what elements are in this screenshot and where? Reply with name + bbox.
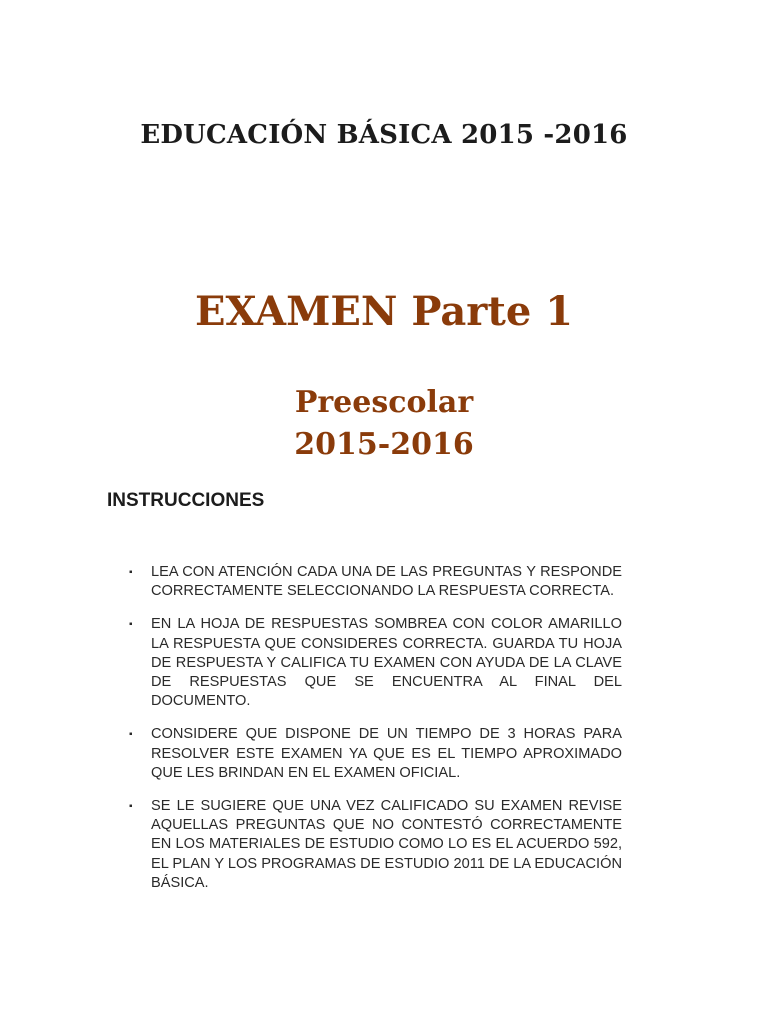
- document-header-title: EDUCACIÓN BÁSICA 2015 -2016: [140, 120, 628, 150]
- instructions-heading: INSTRUCCIONES: [107, 490, 265, 511]
- exam-level: Preescolar: [294, 385, 474, 420]
- bullet-icon: ▪: [129, 729, 133, 741]
- bullet-icon: ▪: [129, 567, 133, 578]
- instruction-text: LEA CON ATENCIÓN CADA UNA DE LAS PREGUNTAS Y RESPONDE CORRECTAMENTE SELECCIONANDO LA RESPUESTA CORRECTA.: [151, 564, 622, 600]
- exam-year: 2015-2016: [294, 427, 474, 462]
- instruction-item: [128, 797, 622, 893]
- instruction-item: [128, 563, 622, 601]
- bullet-icon: ▪: [129, 801, 133, 813]
- instruction-item: [128, 615, 622, 711]
- instruction-text: CONSIDERE QUE DISPONE DE UN TIEMPO DE 3 HORAS PARA RESOLVER ESTE EXAMEN YA QUE ES EL TIEMPO APROXIMADO QUE LES BRINDAN EN EL EXAMEN OFICIAL.: [151, 726, 622, 781]
- exam-title: EXAMEN Parte 1: [194, 288, 574, 335]
- instruction-text: SE LE SUGIERE QUE UNA VEZ CALIFICADO SU EXAMEN REVISE AQUELLAS PREGUNTAS QUE NO CONTESTÓ CORRECTAMENTE EN LOS MATERIALES DE ESTUDIO COMO LO ES EL ACUERDO 592, EL PLAN Y LOS PROGRAMAS DE ESTUDIO 2011 DE LA EDUCACIÓN BÁSICA.: [151, 798, 622, 891]
- instruction-item: [128, 725, 622, 783]
- instructions-list: [128, 563, 622, 907]
- instruction-text: EN LA HOJA DE RESPUESTAS SOMBREA CON COLOR AMARILLO LA RESPUESTA QUE CONSIDERES CORRECTA. GUARDA TU HOJA DE RESPUESTA Y CALIFICA TU EXAMEN CON AYUDA DE LA CLAVE DE RESPUESTAS QUE SE ENCUENTRA AL FINAL DEL DOCUMENTO.: [151, 616, 622, 710]
- bullet-icon: ▪: [129, 619, 133, 631]
- exam-level-block: [0, 382, 768, 466]
